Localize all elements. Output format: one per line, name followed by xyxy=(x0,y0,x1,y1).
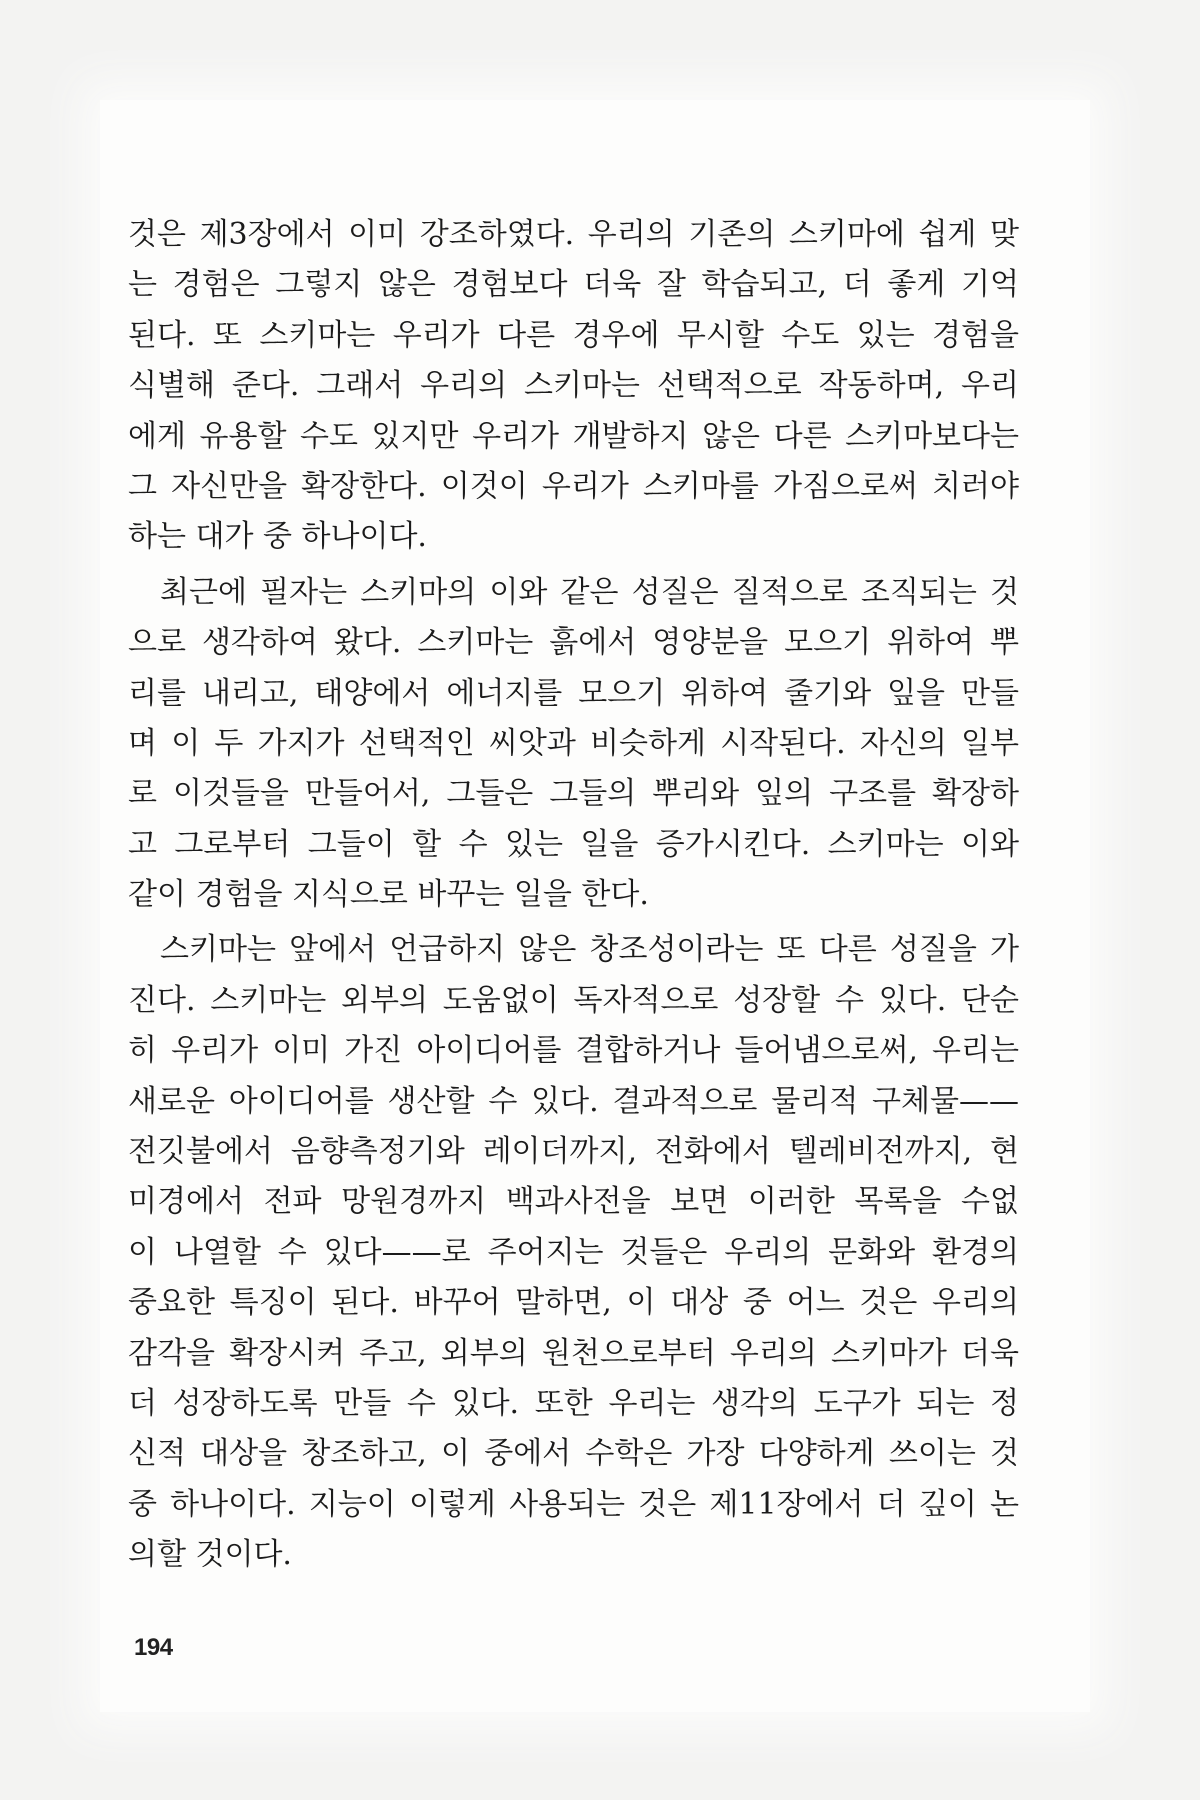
text-line: 그 자신만을 확장한다. 이것이 우리가 스키마를 가짐으로써 치러야 xyxy=(128,468,1019,504)
text-line: 새로운 아이디어를 생산할 수 있다. 결과적으로 물리적 구체물—— xyxy=(128,1083,1019,1119)
paragraph xyxy=(128,210,1019,563)
page-number: 194 xyxy=(134,1634,173,1661)
text-line: 것은 제3장에서 이미 강조하였다. 우리의 기존의 스키마에 쉽게 맞 xyxy=(128,217,1019,252)
text-line: 더 성장하도록 만들 수 있다. 또한 우리는 생각의 도구가 되는 정 xyxy=(128,1385,1019,1421)
text-line: 는 경험은 그렇지 않은 경험보다 더욱 잘 학습되고, 더 좋게 기억 xyxy=(128,267,1019,303)
text-line: 미경에서 전파 망원경까지 백과사전을 보면 이러한 목록을 수없 xyxy=(128,1184,1019,1220)
text-line: 감각을 확장시켜 주고, 외부의 원천으로부터 우리의 스키마가 더욱 xyxy=(128,1335,1019,1371)
text-line: 로 이것들을 만들어서, 그들은 그들의 뿌리와 잎의 구조를 확장하 xyxy=(128,776,1019,812)
text-line: 같이 경험을 지식으로 바꾸는 일을 한다. xyxy=(128,877,649,913)
text-line: 히 우리가 이미 가진 아이디어를 결합하거나 들어냄으로써, 우리는 xyxy=(128,1033,1019,1069)
paragraph xyxy=(128,568,1019,921)
text-line: 하는 대가 중 하나이다. xyxy=(128,519,427,555)
text-line: 스키마는 앞에서 언급하지 않은 창조성이라는 또 다른 성질을 가 xyxy=(160,932,1019,968)
text-line: 중 하나이다. 지능이 이렇게 사용되는 것은 제11장에서 더 깊이 논 xyxy=(128,1486,1019,1522)
text-line: 며 이 두 가지가 선택적인 씨앗과 비슷하게 시작된다. 자신의 일부 xyxy=(128,725,1019,761)
text-line: 으로 생각하여 왔다. 스키마는 흙에서 영양분을 모으기 위하여 뿌 xyxy=(128,625,1019,661)
text-line: 최근에 필자는 스키마의 이와 같은 성질은 질적으로 조직되는 것 xyxy=(160,574,1019,610)
text-line: 진다. 스키마는 외부의 도움없이 독자적으로 성장할 수 있다. 단순 xyxy=(128,982,1019,1018)
text-line: 에게 유용할 수도 있지만 우리가 개발하지 않은 다른 스키마보다는 xyxy=(128,418,1019,454)
paragraph xyxy=(128,925,1019,1580)
text-line: 리를 내리고, 태양에서 에너지를 모으기 위하여 줄기와 잎을 만들 xyxy=(128,675,1019,711)
text-line: 전깃불에서 음향측정기와 레이더까지, 전화에서 텔레비전까지, 현 xyxy=(128,1134,1019,1170)
text-line: 신적 대상을 창조하고, 이 중에서 수학은 가장 다양하게 쓰이는 것 xyxy=(128,1436,1019,1472)
text-line: 고 그로부터 그들이 할 수 있는 일을 증가시킨다. 스키마는 이와 xyxy=(128,826,1019,862)
text-line: 된다. 또 스키마는 우리가 다른 경우에 무시할 수도 있는 경험을 xyxy=(128,317,1019,353)
text-line: 중요한 특징이 된다. 바꾸어 말하면, 이 대상 중 어느 것은 우리의 xyxy=(128,1285,1019,1321)
text-line: 식별해 준다. 그래서 우리의 스키마는 선택적으로 작동하며, 우리 xyxy=(128,368,1019,404)
text-line: 이 나열할 수 있다——로 주어지는 것들은 우리의 문화와 환경의 xyxy=(128,1234,1019,1270)
body-text xyxy=(128,210,1019,1581)
text-line: 의할 것이다. xyxy=(128,1537,292,1573)
